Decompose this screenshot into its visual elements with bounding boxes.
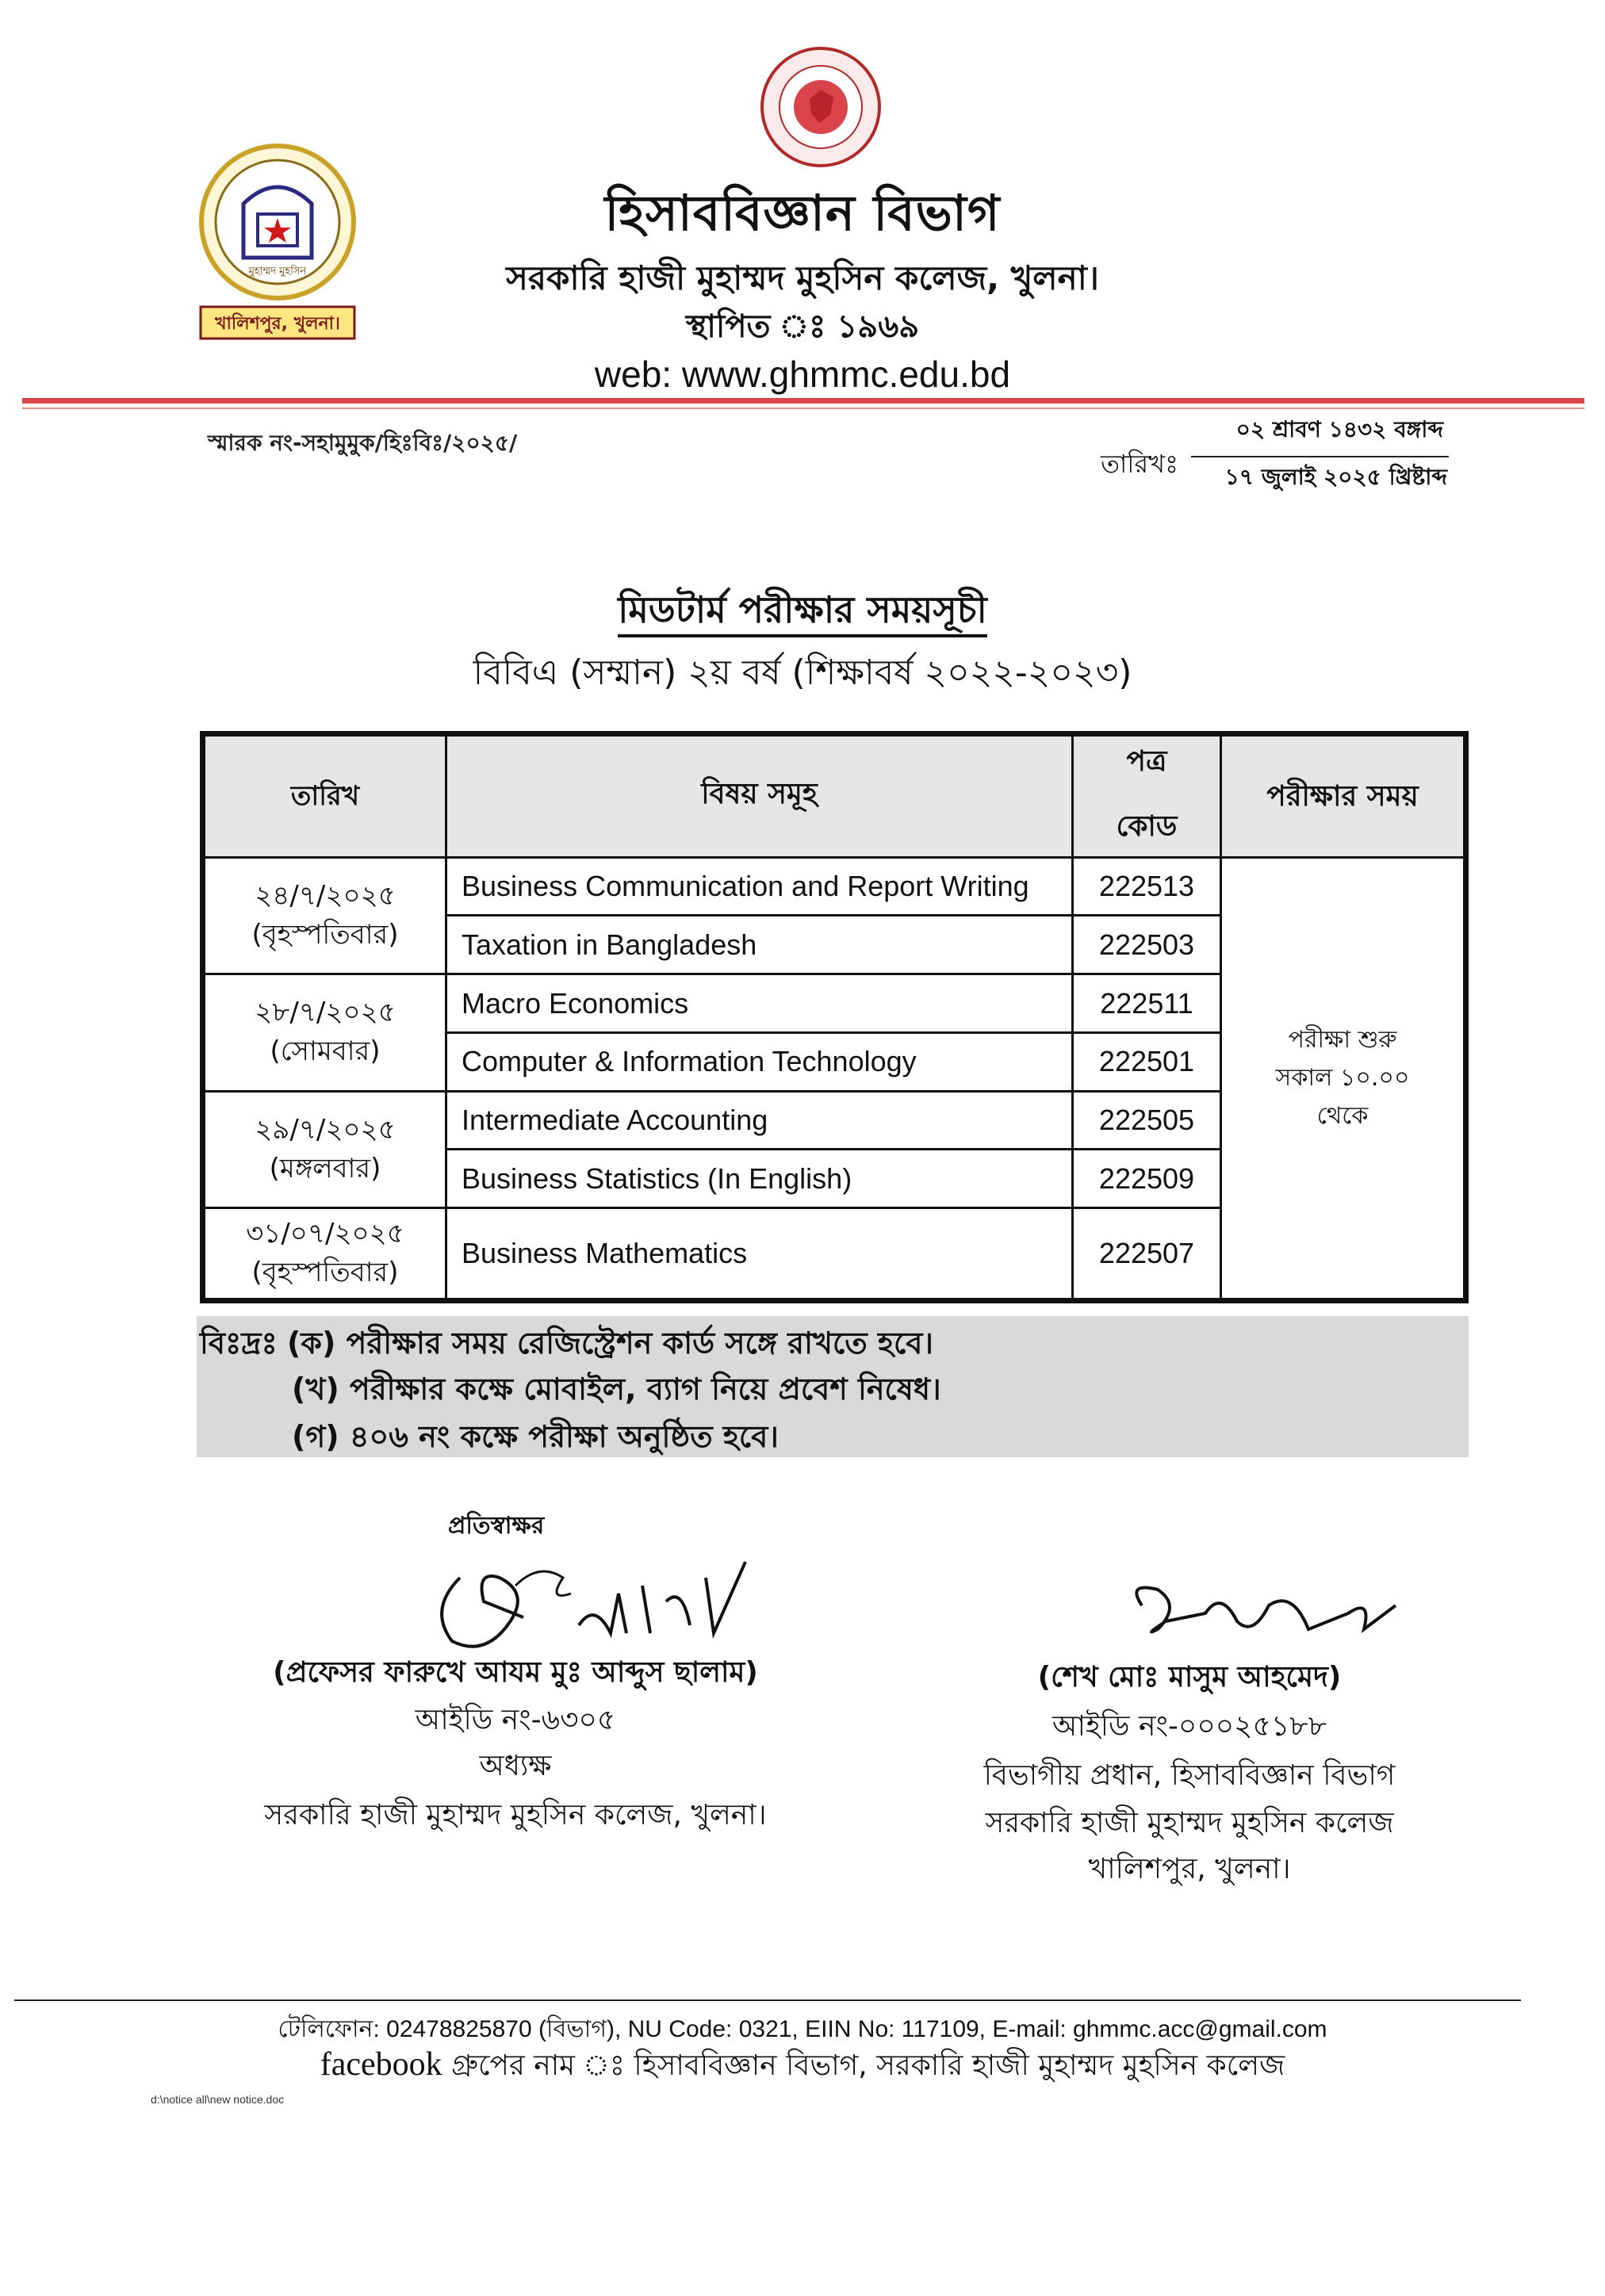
principal-name: (প্রফেসর ফারুখে আযম মুঃ আব্দুস ছালাম) [273, 1656, 758, 1689]
department-title: হিসাববিজ্ঞান বিভাগ [604, 184, 1001, 242]
head-id: আইডি নং-০০০২৫১৮৮ [1052, 1710, 1327, 1743]
facebook-group: গ্রুপের নাম ঃ হিসাববিজ্ঞান বিভাগ, সরকারি হাজী মুহাম্মদ মুহসিন কলেজ [442, 2049, 1285, 2082]
code-cell: 222511 [1073, 974, 1221, 1033]
head-signature [1110, 1574, 1412, 1661]
header-time: পরীক্ষার সময় [1221, 736, 1465, 858]
date-cell [205, 1091, 446, 1208]
footer-rule [14, 1999, 1521, 2001]
header-code-line1: পত্র [1126, 745, 1167, 779]
date-divider [1191, 456, 1449, 457]
logo-inner-text: মুহাম্মদ মুহসিন [248, 266, 307, 277]
subject-cell: Business Statistics (In English) [446, 1150, 1073, 1208]
head-location: খালিশপুর, খুলনা। [1088, 1853, 1291, 1885]
notice-subheading: বিবিএ (সম্মান) ২য় বর্ষ (শিক্ষাবর্ষ ২০২২-২০২৩) [473, 652, 1132, 693]
header-code [1073, 736, 1221, 858]
time-line2: সকাল ১০.০০ [1275, 1063, 1410, 1092]
principal-designation: অধ্যক্ষ [479, 1750, 552, 1782]
note-a: (ক) পরীক্ষার সময় রেজিস্ট্রেশন কার্ড সঙ্গে রাখতে হবে। [287, 1326, 933, 1360]
facebook-word: facebook [320, 2046, 442, 2083]
subject-cell: Taxation in Bangladesh [446, 916, 1073, 974]
date-cell [205, 974, 446, 1092]
exam-date: ২৯/৭/২০২৫ [255, 1113, 396, 1146]
memo-reference: স্মারক নং-সহামুমুক/হিঃবিঃ/২০২৫/ [208, 430, 518, 456]
website: web: www.ghmmc.edu.bd [594, 354, 1011, 395]
header-rule-thin [22, 408, 1584, 409]
date-cell [205, 857, 446, 974]
date-gregorian: ১৭ জুলাই ২০২৫ খ্রিষ্টাব্দ [1224, 464, 1447, 490]
exam-day: (মঙ্গলবার) [269, 1152, 381, 1184]
head-name: (শেখ মোঃ মাসুম আহমেদ) [1037, 1661, 1342, 1693]
code-cell: 222503 [1073, 916, 1221, 974]
subject-cell: Intermediate Accounting [446, 1091, 1073, 1150]
established-year: স্থাপিত ঃ ১৯৬৯ [685, 308, 920, 345]
head-institution: সরকারি হাজী মুহাম্মদ মুহসিন কলেজ [985, 1807, 1394, 1839]
subject-cell: Business Mathematics [446, 1208, 1073, 1299]
principal-institution: সরকারি হাজী মুহাম্মদ মুহসিন কলেজ, খুলনা। [264, 1799, 767, 1831]
principal-signature [412, 1530, 793, 1665]
date-label: তারিখঃ [1101, 449, 1179, 479]
notes-label: বিঃদ্রঃ [200, 1326, 278, 1360]
exam-schedule-table [200, 731, 1469, 1303]
notice-heading-text: মিডটার্ম পরীক্ষার সময়সূচী [618, 588, 987, 637]
footer-facebook [0, 2044, 1605, 2091]
code-cell: 222507 [1073, 1208, 1221, 1299]
government-seal [757, 44, 884, 170]
logo-caption: খালিশপুর, খুলনা। [215, 314, 340, 334]
notice-heading [0, 583, 1605, 643]
exam-day: (বৃহস্পতিবার) [251, 918, 399, 951]
principal-id: আইডি নং-৬৩০৫ [415, 1704, 616, 1736]
college-name: সরকারি হাজী মুহাম্মদ মুহসিন কলেজ, খুলনা। [506, 258, 1099, 297]
time-line1: পরীক্ষা শুরু [1288, 1025, 1397, 1054]
note-c: (গ) ৪০৬ নং কক্ষে পরীক্ষা অনুষ্ঠিত হবে। [292, 1419, 779, 1454]
code-cell: 222505 [1073, 1091, 1221, 1150]
exam-time-cell [1221, 857, 1465, 1299]
code-cell: 222513 [1073, 857, 1221, 916]
note-b: (খ) পরীক্ষার কক্ষে মোবাইল, ব্যাগ নিয়ে প্রবেশ নিষেধ। [292, 1372, 941, 1406]
exam-date: ২৮/৭/২০২৫ [255, 997, 396, 1029]
header-date: তারিখ [205, 736, 446, 858]
exam-day: (সোমবার) [270, 1035, 381, 1068]
date-bangla: ০২ শ্রাবণ ১৪৩২ বঙ্গাব্দ [1235, 416, 1443, 442]
header-rule [22, 398, 1584, 404]
table-row [205, 857, 1465, 916]
header-code-line2: কোড [1116, 810, 1178, 844]
document-path: d:\notice all\new notice.doc [151, 2093, 285, 2106]
footer-contact: টেলিফোন: 02478825870 (বিভাগ), NU Code: 0321, EIIN No: 117109, E-mail: ghmmc.acc@gmail.com [278, 2016, 1327, 2042]
header-subject: বিষয় সমূহ [446, 736, 1073, 858]
head-designation: বিভাগীয় প্রধান, হিসাববিজ্ঞান বিভাগ [983, 1759, 1396, 1792]
subject-cell: Macro Economics [446, 974, 1073, 1033]
subject-cell: Business Communication and Report Writing [446, 857, 1073, 916]
subject-cell: Computer & Information Technology [446, 1032, 1073, 1091]
code-cell: 222509 [1073, 1150, 1221, 1208]
code-cell: 222501 [1073, 1032, 1221, 1091]
time-line3: থেকে [1316, 1101, 1369, 1130]
exam-day: (বৃহস্পতিবার) [251, 1257, 399, 1289]
exam-date: ৩১/০৭/২০২৫ [246, 1217, 404, 1249]
date-cell [205, 1208, 446, 1299]
exam-date: ২৪/৭/২০২৫ [255, 879, 396, 912]
countersign-label: প্রতিস্বাক্ষর [448, 1512, 545, 1540]
table-header-row [205, 736, 1465, 858]
